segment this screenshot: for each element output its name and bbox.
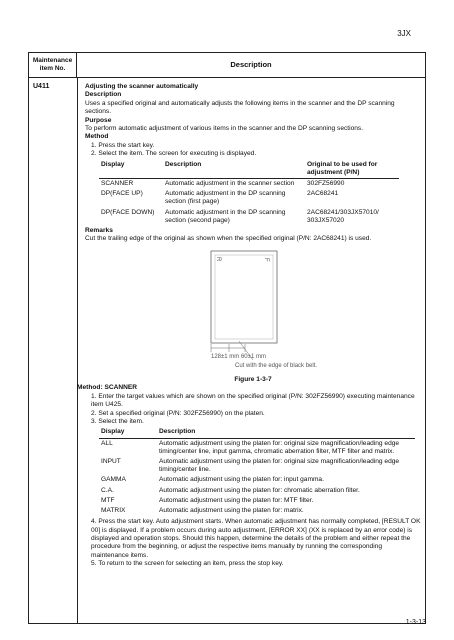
table-row	[99, 486, 415, 496]
figure-drawing	[85, 248, 421, 376]
method-step: 4. Press the start key. Auto adjustment starts. When automatic adjustment has normally completed, [RESULT OK 00] is displayed. If a problem occurs during auto adjustment, [ERROR XX] (XX is replaced by an error code) is displayed and operation stops. Should this happen, determine the details of the problem and either repeat the procedure from the beginning, or adjust the respective items manually by running the corresponding maintenance items.	[91, 518, 421, 559]
method-heading: Method	[85, 133, 109, 141]
cell-description: Automatic adjustment in the DP scanning section (first page)	[165, 190, 286, 206]
original-sheet-outline	[211, 251, 277, 343]
method-step: 1. Press the start key.	[91, 141, 155, 149]
original-inner-border	[215, 255, 273, 339]
purpose-text: To perform automatic adjustment of various items in the scanner and the DP scanning sections.	[85, 125, 364, 133]
col-display: Display	[99, 160, 163, 179]
page-number: 1-3-13	[405, 619, 426, 626]
original-cut-figure	[85, 248, 421, 376]
col-description: Description	[163, 160, 305, 179]
cut-instruction: Cut with the edge of black belt.	[235, 362, 318, 369]
cell-original: 302FZ56990	[307, 180, 345, 188]
table-row	[99, 438, 415, 457]
cell-original: 2AC68241	[307, 190, 339, 198]
letter-left: R	[215, 256, 221, 262]
cell-description: Automatic adjustment in the DP scanning section (second page)	[165, 208, 286, 224]
cell-description: Automatic adjustment using the platen for: chromatic aberration filter.	[159, 486, 360, 494]
table-row	[99, 457, 415, 475]
scanner-items-table	[99, 160, 399, 226]
table-row	[99, 208, 399, 226]
table-header-row	[29, 53, 425, 78]
column-divider	[77, 77, 78, 623]
figure-caption: Figure 1-3-7	[234, 375, 272, 383]
table-row	[99, 496, 415, 506]
scanner-adjustment-table	[99, 427, 415, 516]
method-step: 5. To return to the screen for selecting an item, press the stop key.	[91, 560, 284, 568]
cell-display: MATRIX	[101, 506, 126, 514]
item-content	[77, 83, 421, 569]
method-step: 3. Select the item.	[91, 417, 144, 425]
document-code: 3JX	[397, 29, 411, 38]
table-row	[99, 506, 415, 516]
cell-description: Automatic adjustment using the platen for: original size magnification/leading edge timing/center line, input gamma, chromatic aberration filter, MTF filter and matrix.	[159, 439, 400, 455]
dimension-text: 128±1 mm 60±1 mm	[211, 353, 266, 360]
item-no-header	[29, 53, 77, 77]
cell-display: INPUT	[101, 457, 121, 465]
item-no-header-line2: item No.	[39, 65, 66, 72]
item-number: U411	[33, 83, 50, 90]
description-heading: Description	[85, 91, 122, 99]
method-scanner-heading: Method: SCANNER	[77, 384, 138, 392]
table-header-row	[99, 160, 399, 179]
cell-display: SCANNER	[101, 180, 134, 188]
col-description: Description	[157, 427, 415, 438]
cell-display: MTF	[101, 496, 115, 504]
table-header-row	[99, 427, 415, 438]
letter-right: F	[263, 257, 269, 262]
cell-description: Automatic adjustment using the platen for: input gamma.	[159, 476, 324, 484]
cell-original: 2AC68241/303JX57010/ 303JX57020	[307, 208, 379, 224]
item-no-header-line1: Maintenance	[32, 57, 73, 64]
cell-description: Automatic adjustment in the scanner section	[165, 180, 295, 188]
col-original: Original to be used for adjustment (P/N)	[305, 160, 399, 179]
item-title: Adjusting the scanner automatically	[85, 83, 199, 90]
cell-display: GAMMA	[101, 476, 126, 484]
description-header: Description	[230, 60, 272, 69]
description-text: Uses a specified original and automatically adjusts the following items in the scanner and the DP scanning sections.	[85, 99, 395, 116]
remarks-heading: Remarks	[85, 227, 113, 235]
remarks-text: Cut the trailing edge of the original as shown when the specified original (P/N: 2AC68241) is used.	[85, 235, 372, 243]
method-step: 1. Enter the target values which are shown on the specified original (P/N: 302FZ56990) executing maintenance item U425.	[91, 392, 415, 409]
cell-display: DP(FACE DOWN)	[101, 208, 155, 216]
cell-display: ALL	[101, 439, 113, 447]
cell-description: Automatic adjustment using the platen for: original size magnification/leading edge timing/center line.	[159, 457, 400, 474]
method-step: 2. Set a specified original (P/N: 302FZ56990) on the platen.	[91, 409, 265, 417]
cell-description: Automatic adjustment using the platen for: MTF filter.	[159, 496, 314, 504]
purpose-heading: Purpose	[85, 116, 112, 124]
cell-display: C.A.	[101, 486, 114, 494]
maintenance-table	[28, 52, 426, 624]
col-display: Display	[99, 427, 157, 438]
cell-display: DP(FACE UP)	[101, 190, 143, 198]
method-step: 2. Select the item. The screen for executing is displayed.	[91, 150, 257, 158]
table-row	[99, 189, 399, 207]
cell-description: Automatic adjustment using the platen for: matrix.	[159, 506, 304, 514]
table-row	[99, 179, 399, 190]
table-row	[99, 475, 415, 485]
